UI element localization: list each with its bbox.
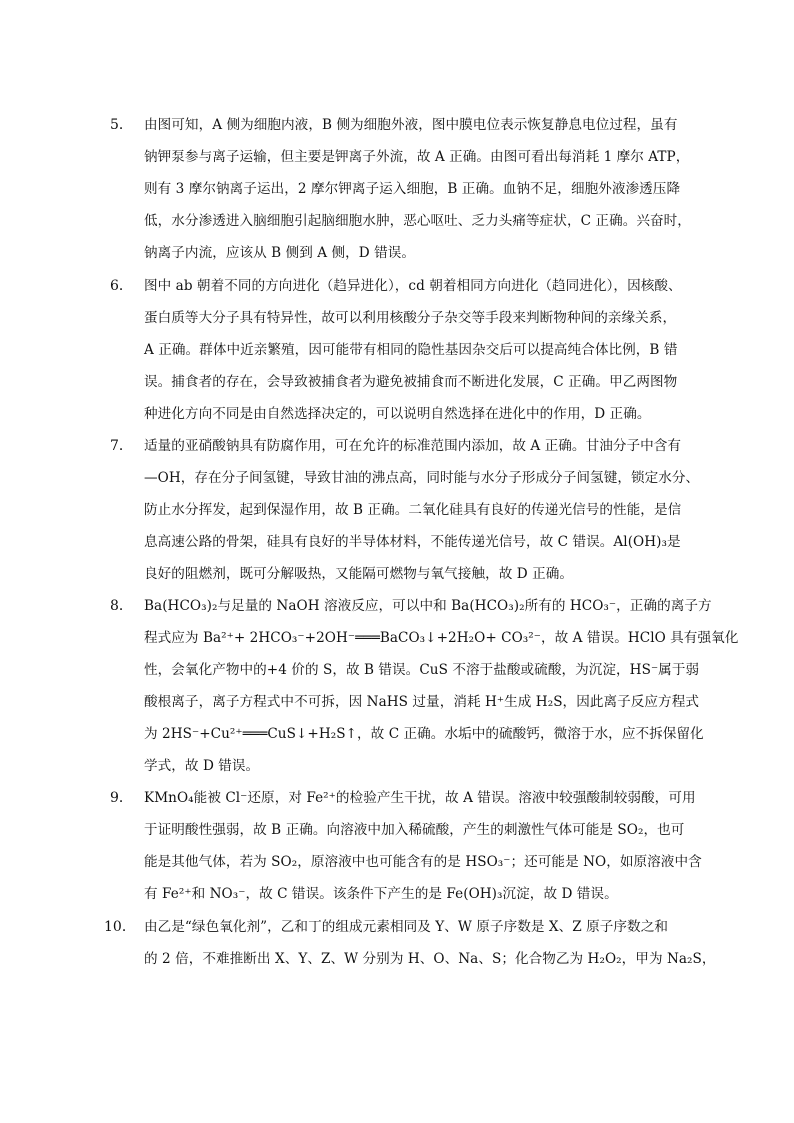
item-line: 于证明酸性强弱，故 B 正确。向溶液中加入稀硫酸，产生的刺激性气体可能是 SO₂，也可 — [144, 822, 685, 838]
item-line: 有 Fe²⁺和 NO₃⁻，故 C 错误。该条件下产生的是 Fe(OH)₃沉淀，故 D 错误。 — [144, 886, 618, 902]
item-line: —OH，存在分子间氢键，导致甘油的沸点高，同时能与水分子形成分子间氢键，锁定水分、 — [144, 470, 700, 486]
item-line: 防止水分挥发，起到保湿作用，故 B 正确。二氧化硅具有良好的传递光信号的性能，是信 — [144, 502, 682, 518]
item-number: 10． — [104, 919, 136, 935]
item-line: 误。捕食者的存在，会导致被捕食者为避免被捕食而不断进化发展，C 正确。甲乙两图物 — [144, 374, 678, 390]
item-line: Ba(HCO₃)₂与足量的 NaOH 溶液反应，可以中和 Ba(HCO₃)₂所有的 HCO₃⁻，正确的离子方 — [144, 598, 712, 614]
item-line: KMnO₄能被 Cl⁻还原，对 Fe²⁺的检验产生干扰，故 A 错误。溶液中较强酸制较弱酸，可用 — [144, 790, 696, 806]
item-line: 由图可知，A 侧为细胞内液，B 侧为细胞外液，图中膜电位表示恢复静息电位过程，虽有 — [144, 117, 678, 133]
item-line: 良好的阻燃剂，既可分解吸热，又能隔可燃物与氧气接触，故 D 正确。 — [144, 566, 574, 582]
item-line: 钠钾泵参与离子运输，但主要是钾离子外流，故 A 正确。由图可看出每消耗 1 摩尔 ATP， — [144, 149, 690, 165]
item-line: 钠离子内流，应该从 B 侧到 A 侧，D 错误。 — [144, 245, 416, 261]
item-line: 的 2 倍，不难推断出 X、Y、Z、W 分别为 H、O、Na、S；化合物乙为 H₂O₂，甲为 Na₂S， — [144, 951, 716, 967]
item-line: A 正确。群体中近亲繁殖，因可能带有相同的隐性基因杂交后可以提高纯合体比例，B 错 — [144, 342, 678, 358]
item-line: 种进化方向不同是由自然选择决定的，可以说明自然选择在进化中的作用，D 正确。 — [144, 406, 651, 422]
item-line: 则有 3 摩尔钠离子运出，2 摩尔钾离子运入细胞，B 正确。血钠不足，细胞外液渗透压降 — [144, 181, 681, 197]
item-number: 7． — [110, 438, 133, 454]
item-number: 8． — [110, 598, 133, 614]
item-line: 适量的亚硝酸钠具有防腐作用，可在允许的标准范围内添加，故 A 正确。甘油分子中含有 — [144, 438, 682, 454]
item-line: 低，水分渗透进入脑细胞引起脑细胞水肿，恶心呕吐、乏力头痛等症状，C 正确。兴奋时， — [144, 213, 691, 229]
item-line: 学式，故 D 错误。 — [144, 758, 260, 774]
item-line: 蛋白质等大分子具有特异性，故可以利用核酸分子杂交等手段来判断物种间的亲缘关系， — [144, 310, 677, 326]
item-line: 程式应为 Ba²⁺+ 2HCO₃⁻+2OH⁻═══BaCO₃↓+2H₂O+ CO₃²⁻，故 A 错误。HClO 具有强氧化 — [144, 630, 739, 646]
item-number: 6． — [110, 278, 133, 294]
item-number: 9． — [110, 790, 133, 806]
item-line: 性，会氧化产物中的+4 价的 S，故 B 错误。CuS 不溶于盐酸或硫酸，为沉淀，HS⁻属于弱 — [144, 662, 700, 678]
item-line: 息高速公路的骨架，硅具有良好的半导体材料，不能传递光信号，故 C 错误。Al(OH)₃是 — [144, 534, 681, 550]
item-line: 图中 ab 朝着不同的方向进化（趋异进化），cd 朝着相同方向进化（趋同进化），因核酸、 — [144, 278, 682, 294]
item-number: 5． — [110, 117, 133, 133]
item-line: 由乙是“绿色氧化剂”，乙和丁的组成元素相同及 Y、W 原子序数是 X、Z 原子序数之和 — [144, 919, 668, 935]
item-line: 能是其他气体，若为 SO₂，原溶液中也可能含有的是 HSO₃⁻；还可能是 NO，如原溶液中含 — [144, 854, 702, 870]
item-line: 酸根离子，离子方程式中不可拆，因 NaHS 过量，消耗 H⁺生成 H₂S，因此离子反应方程式 — [144, 694, 699, 710]
item-line: 为 2HS⁻+Cu²⁺═══CuS↓+H₂S↑，故 C 正确。水垢中的硫酸钙，微溶于水，应不拆保留化 — [144, 726, 704, 742]
